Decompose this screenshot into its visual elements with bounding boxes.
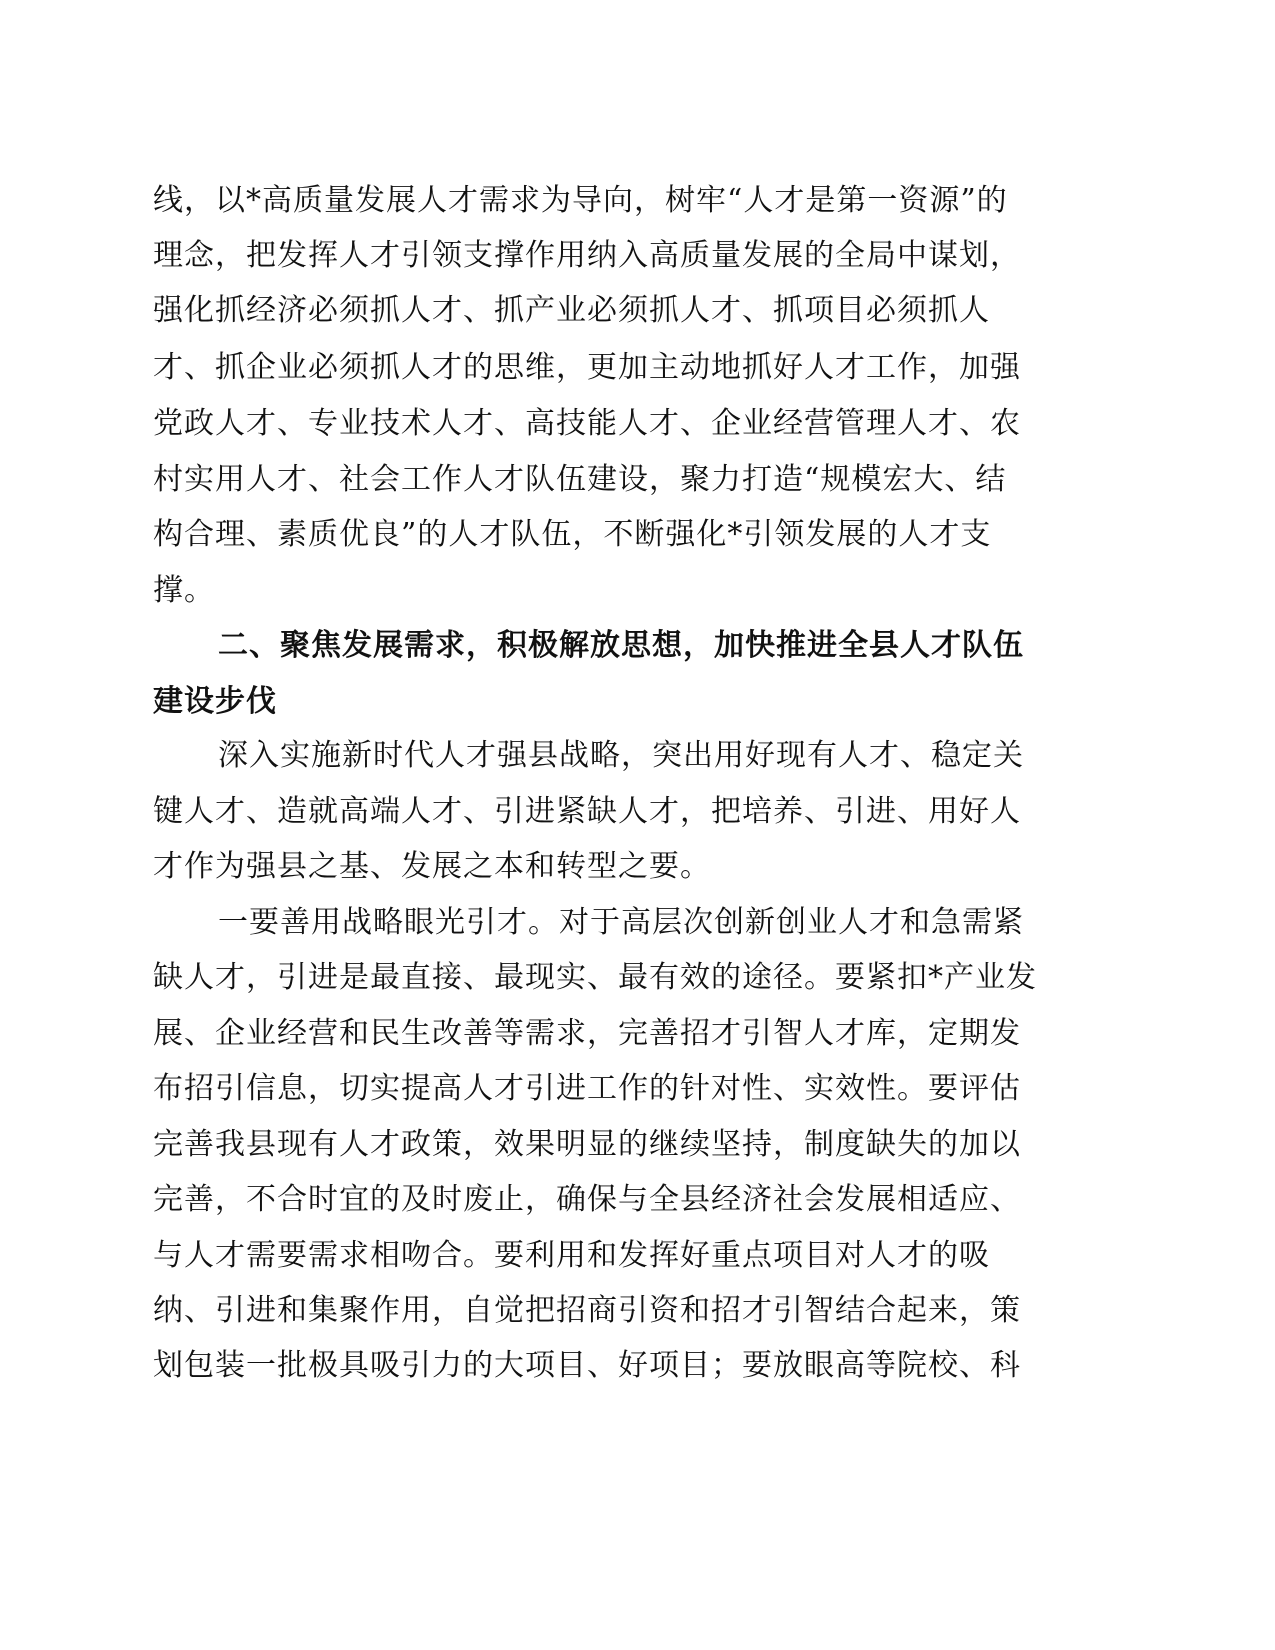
body-text-line: 才、抓企业必须抓人才的思维，更加主动地抓好人才工作，加强 bbox=[153, 350, 1021, 385]
body-text-line: 村实用人才、社会工作人才队伍建设，聚力打造“规模宏大、结 bbox=[153, 462, 1007, 497]
body-text-line: 划包装一批极具吸引力的大项目、好项目；要放眼高等院校、科 bbox=[153, 1348, 1021, 1383]
body-text-line: 构合理、素质优良”的人才队伍，不断强化*引领发展的人才支 bbox=[153, 517, 992, 552]
section-heading-continuation: 建设步伐 bbox=[153, 684, 277, 719]
body-text-line: 布招引信息，切实提高人才引进工作的针对性、实效性。要评估 bbox=[153, 1071, 1021, 1106]
body-text-line: 线，以*高质量发展人才需求为导向，树牢“人才是第一资源”的 bbox=[153, 183, 1008, 218]
body-text-line: 党政人才、专业技术人才、高技能人才、企业经营管理人才、农 bbox=[153, 406, 1021, 441]
body-text-line: 与人才需要需求相吻合。要利用和发挥好重点项目对人才的吸 bbox=[153, 1238, 990, 1273]
body-text-line: 完善，不合时宜的及时废止，确保与全县经济社会发展相适应、 bbox=[153, 1182, 1021, 1217]
body-text-line: 展、企业经营和民生改善等需求，完善招才引智人才库，定期发 bbox=[153, 1016, 1021, 1051]
section-heading: 二、聚焦发展需求，积极解放思想，加快推进全县人才队伍 bbox=[218, 628, 1024, 663]
body-text-line: 完善我县现有人才政策，效果明显的继续坚持，制度缺失的加以 bbox=[153, 1127, 1021, 1162]
body-text-line: 撑。 bbox=[153, 573, 215, 608]
body-text-line: 才作为强县之基、发展之本和转型之要。 bbox=[153, 849, 711, 884]
paragraph-start: 深入实施新时代人才强县战略，突出用好现有人才、稳定关 bbox=[218, 738, 1024, 773]
body-text-line: 纳、引进和集聚作用，自觉把招商引资和招才引智结合起来，策 bbox=[153, 1293, 1021, 1328]
paragraph-start: 一要善用战略眼光引才。对于高层次创新创业人才和急需紧 bbox=[218, 905, 1024, 940]
body-text-line: 键人才、造就高端人才、引进紧缺人才，把培养、引进、用好人 bbox=[153, 794, 1021, 829]
body-text-line: 理念，把发挥人才引领支撑作用纳入高质量发展的全局中谋划， bbox=[153, 238, 1021, 273]
body-text-line: 缺人才，引进是最直接、最现实、最有效的途径。要紧扣*产业发 bbox=[153, 960, 1037, 995]
body-text-line: 强化抓经济必须抓人才、抓产业必须抓人才、抓项目必须抓人 bbox=[153, 293, 990, 328]
